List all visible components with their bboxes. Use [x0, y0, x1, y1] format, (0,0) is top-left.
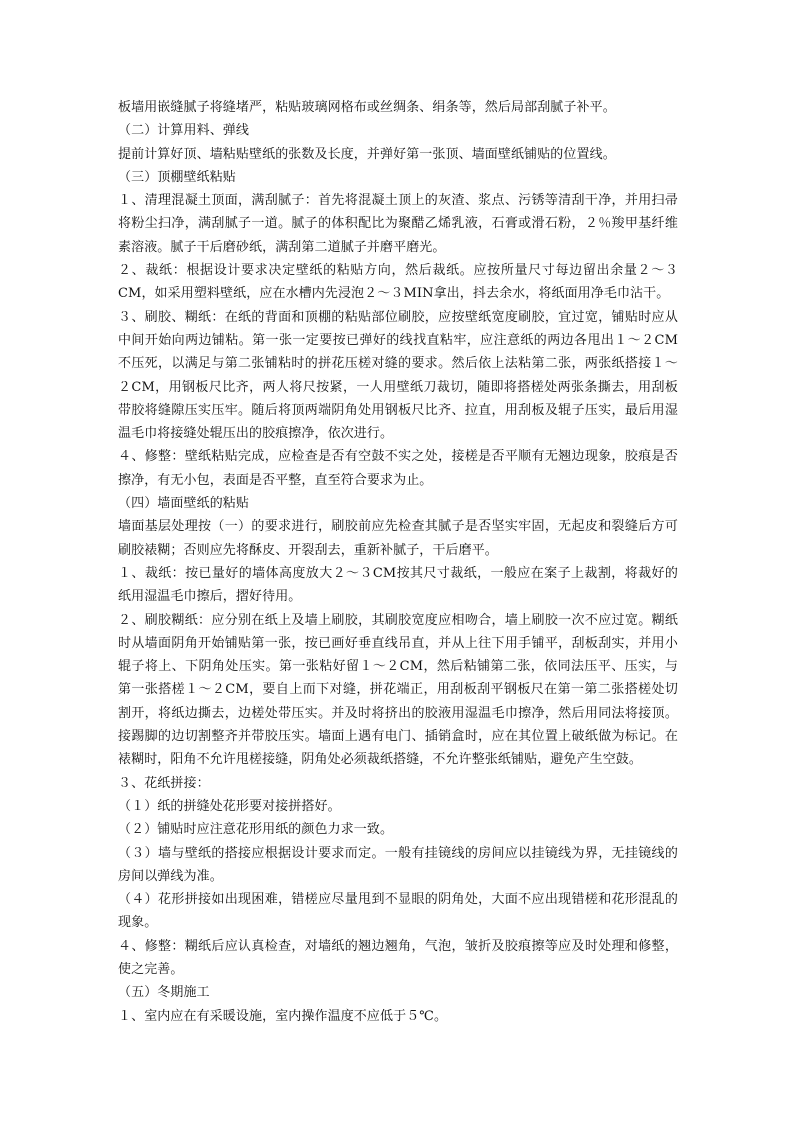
- paragraph: ３、花纸拼接：: [118, 775, 210, 791]
- paragraph: １、清理混凝土顶面，满刮腻子：首先将混凝土顶上的灰渣、浆点、污锈等清刮干净，并用扫帚将粉尘扫净，满刮腻子一道。腻子的体积配比为聚醋乙烯乳液，石膏或滑石粉，２％羧甲基纤维素溶液。腻子干后磨砂纸，满刮第二道腻子并磨平磨光。: [118, 193, 678, 255]
- section-heading: （二）计算用料、弹线: [118, 123, 250, 139]
- paragraph: １、裁纸：按已量好的墙体高度放大２～３CM按其尺寸裁纸，一般应在案子上裁割，将裁好的纸用湿温毛巾擦后，摺好待用。: [118, 565, 678, 605]
- list-item: （１）纸的拼缝处花形要对接拼搭好。: [118, 798, 341, 814]
- paragraph: 墙面基层处理按（一）的要求进行，刷胶前应先检查其腻子是否坚实牢固，无起皮和裂缝后方可刷胶裱糊；否则应先将酥皮、开裂刮去，重新补腻子，干后磨平。: [118, 519, 678, 558]
- document-body: [118, 96, 678, 1028]
- paragraph: １、室内应在有采暖设施，室内操作温度不应低于５℃。: [118, 1008, 448, 1024]
- paragraph: ２、裁纸：根据设计要求决定壁纸的粘贴方向，然后裁纸。应按所量尺寸每边留出余量２～３CM，如采用塑料壁纸，应在水槽内先浸泡２～３MIN拿出，抖去余水，将纸面用净毛巾沾干。: [118, 263, 678, 302]
- paragraph: ４、修整：糊纸后应认真检查，对墙纸的翘边翘角，气泡，皱折及胶痕擦等应及时处理和修整，使之完善。: [118, 938, 678, 977]
- section-heading: （四）墙面壁纸的粘贴: [118, 496, 250, 512]
- section-heading: （五）冬期施工: [118, 985, 210, 1001]
- paragraph: 板墙用嵌缝腻子将缝堵严，粘贴玻璃网格布或丝绸条、绢条等，然后局部刮腻子补平。: [118, 100, 616, 115]
- paragraph: ４、修整：壁纸粘贴完成，应检查是否有空鼓不实之处，接槎是否平顺有无翘边现象，胶痕是否擦净，有无小包，表面是否平整，直至符合要求为止。: [118, 449, 678, 488]
- list-item: （３）墙与壁纸的搭接应根据设计要求而定。一般有挂镜线的房间应以挂镜线为界，无挂镜线的房间以弹线为准。: [118, 845, 678, 884]
- list-item: （２）铺贴时应注意花形用纸的颜色力求一致。: [118, 822, 394, 838]
- paragraph: ２、刷胶糊纸：应分别在纸上及墙上刷胶，其刷胶宽度应相吻合，墙上刷胶一次不应过宽。糊纸时从墙面阴角开始铺贴第一张，按已画好垂直线吊直，并从上往下用手铺平，刮板刮实，并用小辊子将上、下阴角处压实。第一张粘好留１～２CM，然后粘铺第二张，依同法压平、压实，与第一张搭槎１～２CM，要自上而下对缝，拼花端正，用刮板刮平钢板尺在第一第二张搭槎处切割开，将纸边撕去，边槎处带压实。并及时将挤出的胶液用湿温毛巾擦净，然后用同法将接顶。接踢脚的边切割整齐并带胶压实。墙面上遇有电门、插销盒时，应在其位置上破纸做为标记。在裱糊时，阳角不允许甩槎接缝，阴角处必须裁纸搭缝，不允许整张纸铺贴，避免产生空鼓。: [118, 612, 678, 768]
- list-item: （４）花形拼接如出现困难，错槎应尽量甩到不显眼的阴角处，大面不应出现错槎和花形混乱的现象。: [118, 892, 678, 931]
- paragraph: ３、刷胶、糊纸：在纸的背面和顶棚的粘贴部位刷胶，应按壁纸宽度刷胶，宜过宽，铺贴时应从中间开始向两边铺粘。第一张一定要按已弹好的线找直粘牢，应注意纸的两边各甩出１～２CM不压死，以满足与第二张铺粘时的拼花压槎对缝的要求。然后依上法粘第二张，两张纸搭接１～２CM，用钢板尺比齐，两人将尺按紧，一人用壁纸刀裁切，随即将搭槎处两张条撕去，用刮板带胶将缝隙压实压牢。随后将顶两端阴角处用钢板尺比齐、拉直，用刮板及辊子压实，最后用湿温毛巾将接缝处辊压出的胶痕擦净，依次进行。: [118, 309, 678, 442]
- paragraph: 提前计算好顶、墙粘贴壁纸的张数及长度，并弹好第一张顶、墙面壁纸铺贴的位置线。: [118, 146, 616, 162]
- section-heading: （三）顶棚壁纸粘贴: [118, 169, 236, 185]
